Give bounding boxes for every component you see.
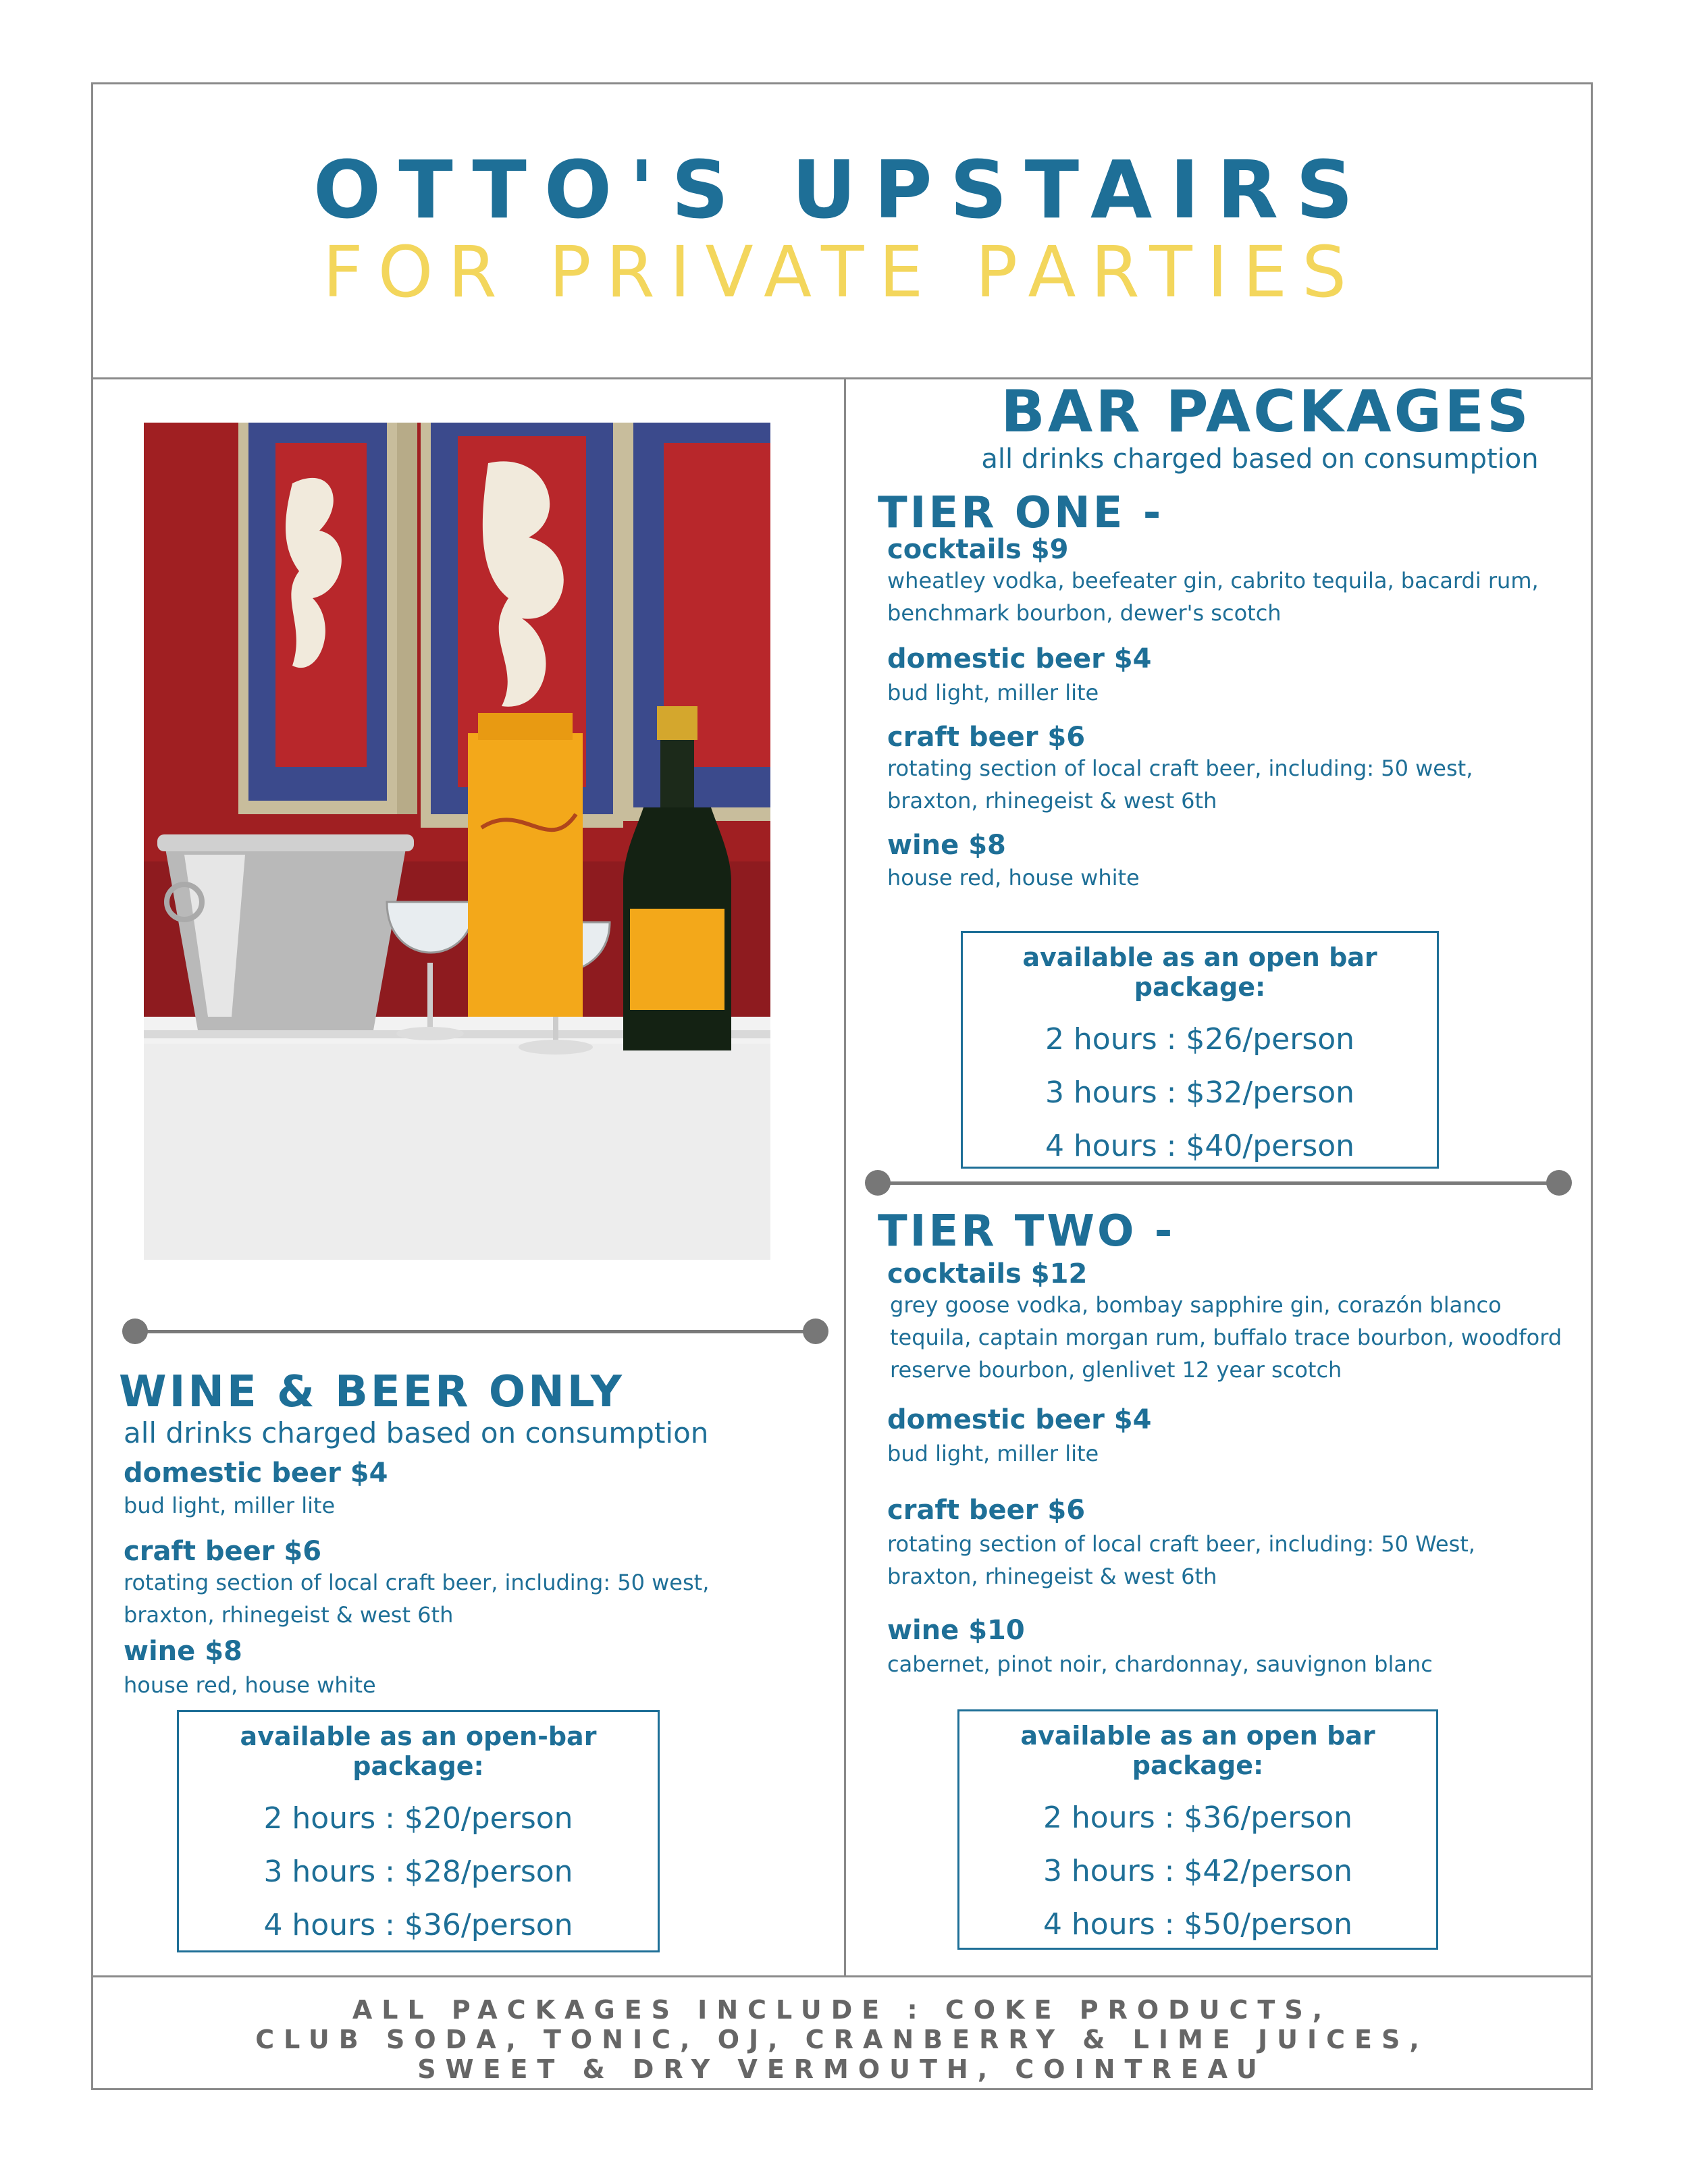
tier-one-item-craft-beer [887,722,1589,817]
package-price: 2 hours : $20/person [263,1801,573,1836]
tier-two-items [887,1259,1603,1680]
tier-divider-dot [1546,1170,1572,1196]
footer-text [91,1995,1593,2084]
item-desc-line: braxton, rhinegeist & west 6th [124,1602,454,1628]
tier-one-items [887,535,1589,894]
tier-two-title: TIER TWO - [878,1206,1176,1256]
tier-divider-dot [865,1170,891,1196]
item-desc-line: reserve bourbon, glenlivet 12 year scotch [890,1357,1342,1383]
item-desc-line: rotating section of local craft beer, including: 50 West, [887,1531,1475,1557]
footer-line: ALL PACKAGES INCLUDE : COKE PRODUCTS, [352,1995,1332,2025]
package-price: 3 hours : $28/person [263,1855,573,1889]
item-name: wine $10 [887,1615,1025,1646]
tier-two-item-cocktails [887,1259,1603,1386]
item-name: domestic beer $4 [124,1458,388,1489]
page-subtitle: FOR PRIVATE PARTIES [322,231,1362,313]
item-desc-line: cabernet, pinot noir, chardonnay, sauvignon blanc [887,1651,1433,1677]
wine-beer-item-craft-beer [124,1537,826,1631]
item-name: cocktails $12 [887,1258,1088,1289]
tier-two-item-craft-beer [887,1493,1603,1593]
package-heading: available as an open-bar package: [240,1722,597,1781]
column-divider [844,377,846,1977]
wine-beer-divider-dot [122,1319,148,1344]
tier-two-package-box [957,1709,1438,1950]
package-price: 2 hours : $26/person [1045,1022,1355,1057]
item-desc-line: grey goose vodka, bombay sapphire gin, corazón blanco [890,1292,1502,1318]
bar-packages-title: BAR PACKAGES [1001,378,1531,446]
champagne-photo-illustration [144,423,770,1260]
package-price: 4 hours : $50/person [1043,1907,1353,1942]
item-desc-line: benchmark bourbon, dewer's scotch [887,600,1282,626]
item-desc-line: wheatley vodka, beefeater gin, cabrito tequila, bacardi rum, [887,568,1539,593]
item-desc-line: bud light, miller lite [124,1493,336,1518]
item-name: craft beer $6 [887,722,1086,753]
item-name: domestic beer $4 [887,1404,1152,1435]
item-desc-line: rotating section of local craft beer, including: 50 west, [124,1570,710,1595]
item-name: wine $8 [887,830,1006,861]
footer-line: CLUB SODA, TONIC, OJ, CRANBERRY & LIME JUICES, [255,2025,1429,2054]
package-price: 4 hours : $36/person [263,1908,573,1942]
footer-divider [91,1975,1593,1977]
wine-beer-title: WINE & BEER ONLY [119,1367,625,1417]
wine-beer-items [124,1457,826,1701]
item-desc-line: house red, house white [887,865,1140,890]
wine-beer-item-domestic-beer [124,1457,826,1522]
wine-beer-divider [135,1330,817,1333]
wine-beer-item-wine [124,1634,826,1701]
tier-one-title: TIER ONE - [878,488,1164,538]
bar-packages-note: all drinks charged based on consumption [981,444,1539,475]
item-name: wine $8 [124,1636,242,1667]
wine-beer-package-box [177,1710,660,1952]
footer-line: SWEET & DRY VERMOUTH, COINTREAU [417,2054,1267,2084]
item-name: craft beer $6 [124,1536,322,1567]
package-price: 3 hours : $42/person [1043,1854,1353,1888]
item-name: cocktails $9 [887,534,1069,565]
tier-one-package-box [961,931,1439,1169]
item-desc-line: bud light, miller lite [887,680,1099,705]
item-desc-line: tequila, captain morgan rum, buffalo trace bourbon, woodford [890,1325,1562,1350]
tier-two-item-domestic-beer [887,1402,1603,1470]
package-price: 3 hours : $32/person [1045,1075,1355,1110]
tier-one-item-wine [887,829,1589,894]
tier-one-item-domestic-beer [887,641,1589,709]
tier-two-item-wine [887,1613,1603,1680]
item-desc-line: braxton, rhinegeist & west 6th [887,1564,1217,1589]
wine-beer-divider-dot [803,1319,828,1344]
item-desc-line: rotating section of local craft beer, including: 50 west, [887,755,1473,781]
item-name: craft beer $6 [887,1495,1086,1526]
package-heading: available as an open bar package: [1020,1721,1375,1780]
item-desc-line: house red, house white [124,1672,376,1698]
page-title: OTTO'S UPSTAIRS [313,143,1371,236]
item-desc-line: bud light, miller lite [887,1441,1099,1466]
item-name: domestic beer $4 [887,643,1152,674]
package-heading: available as an open bar package: [1022,942,1377,1002]
package-price: 4 hours : $40/person [1045,1129,1355,1163]
package-price: 2 hours : $36/person [1043,1801,1353,1835]
wine-beer-note: all drinks charged based on consumption [124,1416,709,1449]
champagne-photo [144,423,770,1260]
tier-divider [878,1181,1560,1185]
tier-one-item-cocktails [887,535,1589,629]
item-desc-line: braxton, rhinegeist & west 6th [887,788,1217,814]
